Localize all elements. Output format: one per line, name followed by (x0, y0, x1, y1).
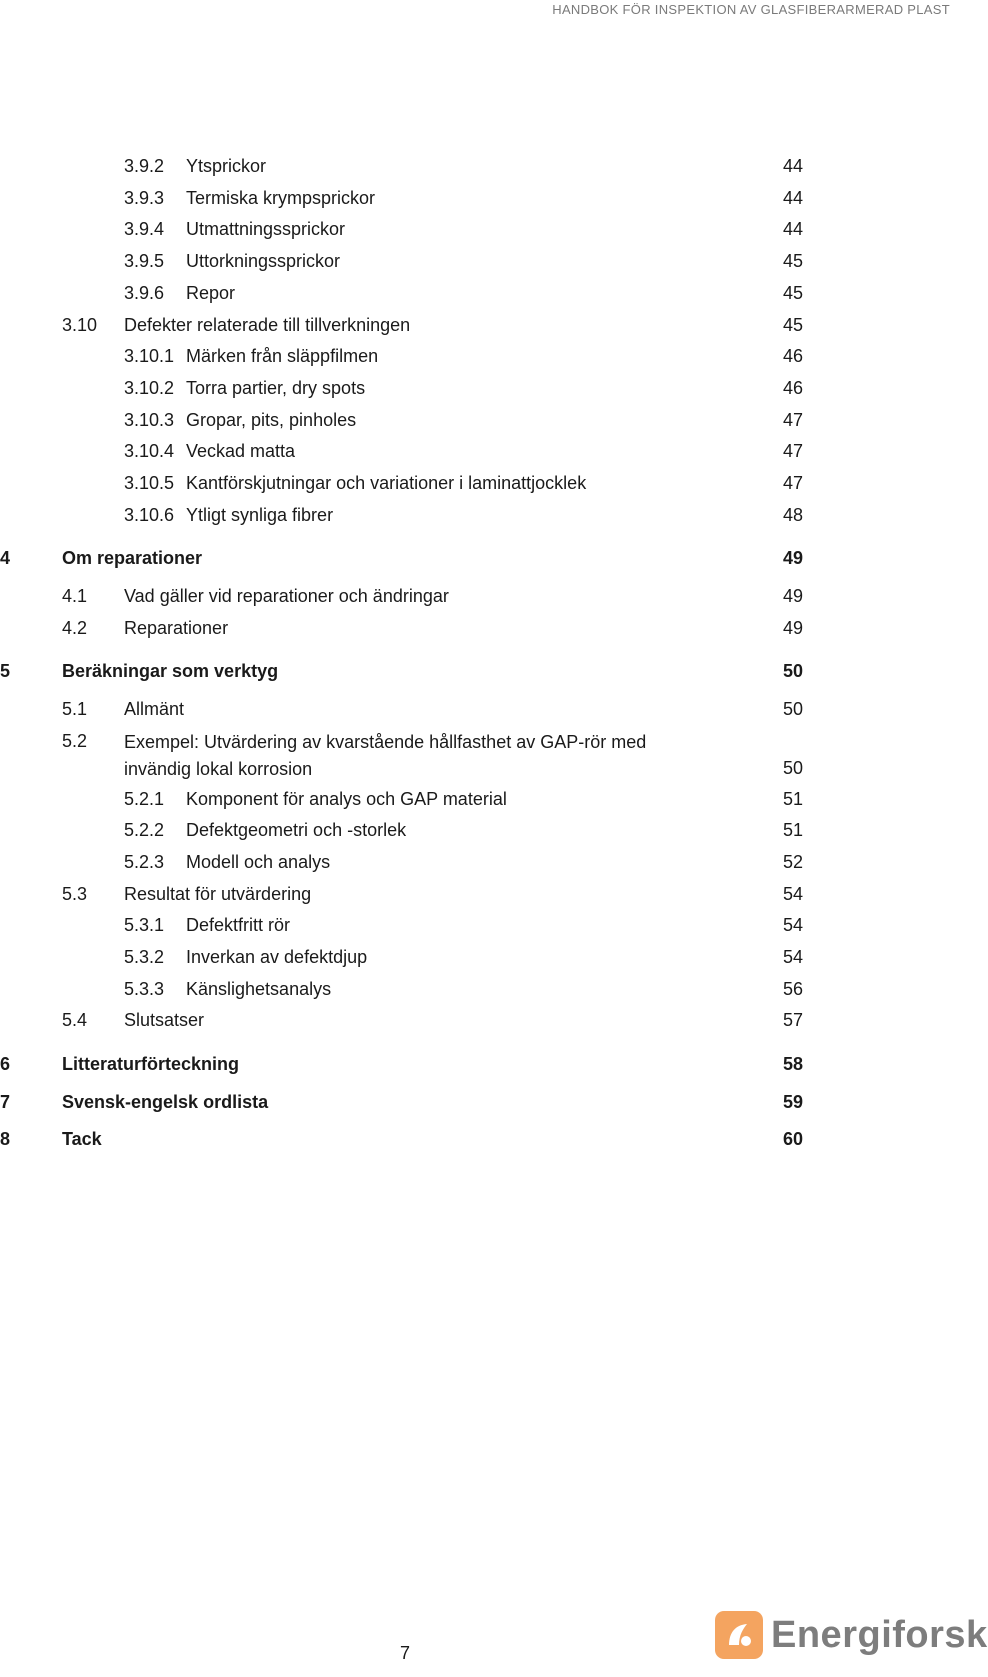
toc-entry-title: Defektfritt rör (186, 915, 291, 936)
toc-entry-title: Defekter relaterade till tillverkningen (124, 314, 411, 335)
toc-entry-number: 4.2 (62, 617, 88, 638)
toc-entry-number: 5.2.2 (124, 820, 165, 841)
toc-entry-title: Gropar, pits, pinholes (186, 409, 357, 430)
logo-text: Energiforsk (771, 1613, 988, 1656)
toc-entry-title: Modell och analys (186, 851, 331, 872)
toc-entry-page: 50 (782, 661, 803, 682)
toc-entry-page: 54 (782, 883, 803, 904)
toc-entry-title: Komponent för analys och GAP material (186, 788, 507, 809)
toc-entry-number: 3.10.1 (124, 346, 175, 367)
toc-entry-number: 4.1 (62, 585, 88, 606)
toc-entry-title: Defektgeometri och -storlek (186, 820, 407, 841)
toc-entry-number: 3.10.4 (124, 441, 175, 462)
toc-entry-page: 44 (782, 156, 803, 176)
toc-entry-page: 51 (782, 788, 803, 809)
toc-entry-number: 3.9.2 (124, 156, 165, 176)
toc-entry-number: 3.9.6 (124, 282, 165, 303)
toc-entry-title: Märken från släppfilmen (186, 346, 379, 367)
toc-entry-title: Vad gäller vid reparationer och ändringar (124, 585, 449, 606)
toc-entry-page: 52 (782, 851, 803, 872)
toc-entry-title: Termiska krympsprickor (186, 187, 376, 208)
toc-entry-page: 45 (782, 282, 803, 303)
toc-entry-page: 49 (782, 548, 803, 569)
toc-entry-title: Beräkningar som verktyg (62, 661, 279, 682)
toc-entry-title: Inverkan av defektdjup (186, 947, 368, 967)
toc-entry-page: 59 (782, 1091, 803, 1112)
toc-entry-title: Om reparationer (62, 548, 203, 569)
toc-entry-number: 3.10.5 (124, 473, 175, 493)
running-header: HANDBOK FÖR INSPEKTION AV GLASFIBERARMERAD PLAST (552, 2, 950, 17)
toc-entry-page: 49 (782, 617, 803, 638)
toc-entry-page: 45 (782, 251, 803, 272)
toc-entry-title: Exempel: Utvärdering av kvarstående hållfasthet av GAP-rör med invändig lokal korrosion (124, 731, 647, 779)
toc-entry-page: 56 (782, 978, 803, 999)
toc-entry-number: 3.9.4 (124, 219, 165, 240)
toc-entry-page: 47 (782, 409, 803, 430)
toc-entry-title: Ytsprickor (186, 156, 267, 176)
toc-entry-title: Reparationer (124, 617, 229, 638)
toc-entry-title: Slutsatser (124, 1010, 205, 1031)
toc-entry-title: Känslighetsanalys (186, 978, 332, 999)
toc-entry-page: 48 (782, 504, 803, 525)
toc-entry-page: 54 (782, 915, 803, 936)
toc-entry-title: Resultat för utvärdering (124, 883, 312, 904)
toc-entry-title: Litteraturförteckning (62, 1054, 240, 1075)
toc-entry-number: 5.3.2 (124, 947, 165, 967)
toc-entry-number: 5.3.3 (124, 978, 165, 999)
toc-entry-title: Torra partier, dry spots (186, 377, 366, 398)
toc-entry-number: 5.3 (62, 883, 88, 904)
toc-entry-page: 46 (782, 346, 803, 367)
page-number: 7 (400, 1643, 411, 1663)
toc-entry-number: 4 (0, 548, 11, 569)
toc-entry-page: 57 (782, 1010, 803, 1031)
toc-entry-page: 60 (782, 1129, 803, 1150)
toc-entry-number: 3.9.3 (124, 187, 165, 208)
toc-entry-title: Repor (186, 282, 236, 303)
energiforsk-logo (715, 1610, 988, 1660)
toc-entry-number: 6 (0, 1054, 11, 1075)
toc-entry-page: 45 (782, 314, 803, 335)
toc-entry-number: 3.10.3 (124, 409, 175, 430)
toc-entry-title: Ytligt synliga fibrer (186, 504, 334, 525)
toc-entry-number: 3.10.6 (124, 504, 175, 525)
toc-entry-page: 46 (782, 377, 803, 398)
toc-entry-page: 58 (782, 1054, 803, 1075)
toc-entry-title: Veckad matta (186, 441, 296, 462)
toc-entry-title: Tack (62, 1129, 102, 1150)
toc-entry-title: Allmänt (124, 698, 185, 719)
toc-entry-number: 5.3.1 (124, 915, 165, 936)
toc-entry-page: 51 (782, 820, 803, 841)
toc-entry-title: Utmattningssprickor (186, 219, 346, 240)
toc-entry-number: 7 (0, 1091, 11, 1112)
logo-mark-icon (715, 1611, 763, 1659)
toc-entry-number: 3.10.2 (124, 377, 175, 398)
toc-entry-number: 5.2.3 (124, 851, 165, 872)
toc-entry-page: 50 (782, 698, 803, 719)
toc-entry-page: 47 (782, 473, 803, 493)
toc-entry-number: 5 (0, 661, 11, 682)
toc-entry-number: 5.1 (62, 698, 88, 719)
toc-entry-number: 5.2 (62, 730, 88, 751)
toc-entry-number: 5.4 (62, 1010, 88, 1031)
toc-entry-title: Kantförskjutningar och variationer i laminattjocklek (186, 473, 587, 493)
toc-entry-title: Uttorkningssprickor (186, 251, 341, 272)
toc-entry-number: 8 (0, 1129, 11, 1150)
toc-entry-page: 44 (782, 219, 803, 240)
toc-entry-page: 49 (782, 585, 803, 606)
toc-entry-page: 44 (782, 187, 803, 208)
toc-entry-page: 54 (782, 947, 803, 967)
toc-entry-title: Svensk-engelsk ordlista (62, 1091, 269, 1112)
toc-entry-number: 3.9.5 (124, 251, 165, 272)
toc-entry-page: 47 (782, 441, 803, 462)
toc-entry-number: 5.2.1 (124, 788, 165, 809)
toc-entry-number: 3.10 (62, 314, 98, 335)
toc-entry-page: 50 (782, 757, 803, 778)
